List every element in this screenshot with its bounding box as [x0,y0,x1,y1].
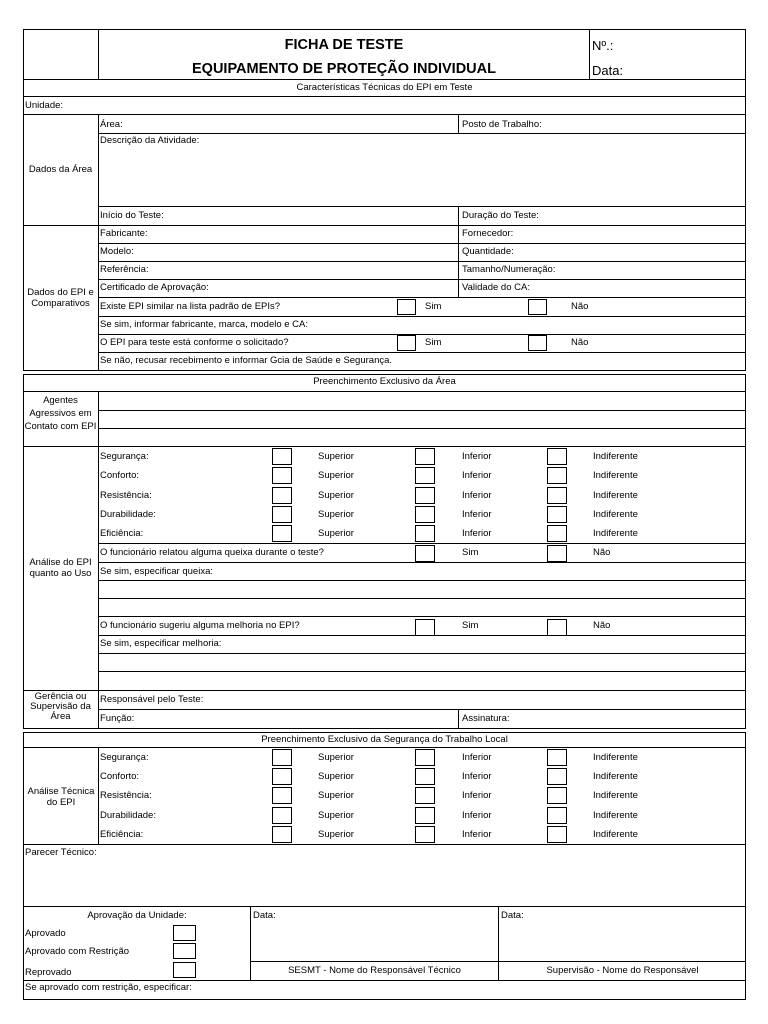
indiferente-label: Indiferente [593,752,638,763]
eficiencia-indiferente-checkbox[interactable] [547,525,567,542]
melhoria-sim-label: Sim [462,620,479,631]
superior-label: Superior [318,752,354,763]
restricao-especificar-field[interactable]: Se aprovado com restrição, especificar: [25,982,192,993]
divider [98,206,746,207]
indiferente-label: Indiferente [593,528,638,540]
existe-sim-label: Sim [425,301,442,312]
posto-field[interactable]: Posto de Trabalho: [462,119,542,130]
area-field[interactable]: Área: [100,119,123,130]
conforme-question: O EPI para teste está conforme o solicitado? [100,337,289,348]
divider [23,96,746,97]
superior-label: Superior [318,470,354,482]
conforto-superior-checkbox[interactable] [272,467,292,484]
superior-label: Superior [318,828,354,840]
divider [98,279,746,280]
durabilidade-superior-checkbox[interactable] [272,807,292,824]
divider [23,906,746,907]
durabilidade-indiferente-checkbox[interactable] [547,807,567,824]
seguranca-inferior-checkbox[interactable] [415,448,435,465]
date-field[interactable]: Data: [592,63,624,78]
divider [98,316,746,317]
divider [98,334,746,335]
divider [98,616,746,617]
indiferente-label: Indiferente [593,451,638,462]
divider [98,410,746,411]
aprovado-restricao-label: Aprovado com Restrição [25,946,130,957]
resistencia-superior-checkbox[interactable] [272,787,292,804]
tamanho-field[interactable]: Tamanho/Numeração: [462,264,556,275]
seguranca-superior-checkbox[interactable] [272,448,292,465]
supervisao-signature-label: Supervisão - Nome do Responsável [546,965,699,976]
eficiencia-indiferente-checkbox[interactable] [547,826,567,843]
existe-nao-label: Não [571,301,589,312]
form-subtitle: EQUIPAMENTO DE PROTEÇÃO INDIVIDUAL [192,61,496,77]
existe-nao-checkbox[interactable] [528,299,547,315]
superior-label: Superior [318,508,354,520]
conforme-nao-checkbox[interactable] [528,335,547,351]
area-group-label: Dados da Área [28,164,93,175]
melhoria-nao-label: Não [593,620,611,631]
durabilidade-indiferente-checkbox[interactable] [547,506,567,523]
divider [23,225,746,226]
certificado-field[interactable]: Certificado de Aprovação: [100,282,209,293]
melhoria-especificar-field[interactable]: Se sim, especificar melhoria: [100,638,222,649]
seguranca-inferior-checkbox[interactable] [415,749,435,766]
criteria-seguranca-label: Segurança: [100,752,149,763]
divider [98,133,746,134]
superior-label: Superior [318,451,354,462]
divider [98,428,746,429]
criteria-conforto-label: Conforto: [100,470,140,482]
durabilidade-inferior-checkbox[interactable] [415,807,435,824]
divider [458,206,459,225]
resistencia-inferior-checkbox[interactable] [415,487,435,504]
inferior-label: Inferior [462,508,492,520]
conforto-indiferente-checkbox[interactable] [547,768,567,785]
conforme-sim-label: Sim [425,337,442,348]
eficiencia-superior-checkbox[interactable] [272,826,292,843]
aprovado-restricao-checkbox[interactable] [173,943,196,959]
validade-field[interactable]: Validade do CA: [462,282,530,293]
criteria-conforto-label: Conforto: [100,771,140,783]
conforme-nao-label: Não [571,337,589,348]
resistencia-inferior-checkbox[interactable] [415,787,435,804]
indiferente-label: Indiferente [593,489,638,501]
superior-label: Superior [318,790,354,802]
sesmt-signature-label: SESMT - Nome do Responsável Técnico [288,965,461,976]
divider [98,261,746,262]
superior-label: Superior [318,809,354,821]
assinatura-field[interactable]: Assinatura: [462,713,510,724]
criteria-seguranca-label: Segurança: [100,451,149,462]
inferior-label: Inferior [462,489,492,501]
criteria-resistencia-label: Resistência: [100,489,152,501]
divider [458,709,459,729]
criteria-durabilidade-label: Durabilidade: [100,508,156,520]
quantidade-field[interactable]: Quantidade: [462,246,514,257]
indiferente-label: Indiferente [593,470,638,482]
aprovado-label: Aprovado [25,928,66,939]
referencia-field[interactable]: Referência: [100,264,149,275]
melhoria-question: O funcionário sugeriu alguma melhoria no EPI? [100,620,300,631]
aprovado-checkbox[interactable] [173,925,196,941]
divider [98,709,746,710]
divider [23,747,746,748]
divider [458,114,459,133]
divider [98,391,99,729]
divider [98,671,746,672]
indiferente-label: Indiferente [593,828,638,840]
divider [98,243,746,244]
divider [98,653,746,654]
existe-sim-checkbox[interactable] [397,299,416,315]
divider [98,562,746,563]
divider [23,690,746,691]
reprovado-checkbox[interactable] [173,962,196,978]
number-field[interactable]: Nº.: [592,38,614,53]
criteria-eficiencia-label: Eficiência: [100,528,144,540]
divider [98,635,746,636]
aprovacao-label: Aprovação da Unidade: [87,910,187,921]
superior-label: Superior [318,489,354,501]
duracao-field[interactable]: Duração do Teste: [462,210,539,221]
queixa-question: O funcionário relatou alguma queixa durante o teste? [100,547,324,558]
conforto-superior-checkbox[interactable] [272,768,292,785]
divider [98,747,99,844]
divider [98,580,746,581]
resistencia-superior-checkbox[interactable] [272,487,292,504]
divider [23,114,746,115]
divider [23,980,746,981]
inferior-label: Inferior [462,790,492,802]
analise-tecnica-label: Análise Técnica do EPI [27,786,95,808]
section-heading: Preenchimento Exclusivo da Segurança do Trabalho Local [261,734,508,745]
queixa-sim-checkbox[interactable] [415,545,435,562]
divider [98,598,746,599]
inferior-label: Inferior [462,752,492,763]
seguranca-superior-checkbox[interactable] [272,749,292,766]
melhoria-nao-checkbox[interactable] [547,619,567,636]
inferior-label: Inferior [462,809,492,821]
modelo-field[interactable]: Modelo: [100,246,134,257]
eficiencia-superior-checkbox[interactable] [272,525,292,542]
seguranca-indiferente-checkbox[interactable] [547,448,567,465]
conforto-inferior-checkbox[interactable] [415,467,435,484]
parecer-field[interactable]: Parecer Técnico: [25,847,97,858]
inferior-label: Inferior [462,451,492,462]
criteria-eficiencia-label: Eficiência: [100,828,144,840]
queixa-nao-checkbox[interactable] [547,545,567,562]
criteria-resistencia-label: Resistência: [100,790,152,802]
reprovado-label: Reprovado [25,967,72,978]
divider [98,543,746,544]
eficiencia-inferior-checkbox[interactable] [415,525,435,542]
epi-group-label: Dados do EPI e Comparativos [27,287,94,309]
indiferente-label: Indiferente [593,771,638,783]
descricao-field[interactable]: Descrição da Atividade: [100,135,200,146]
responsavel-field[interactable]: Responsável pelo Teste: [100,694,204,705]
date-field-1[interactable]: Data: [253,910,276,921]
gerencia-label: Gerência ou Supervisão da Área [30,691,91,722]
inferior-label: Inferior [462,528,492,540]
unidade-field[interactable]: Unidade: [25,100,64,111]
analise-uso-label: Análise do EPI quanto ao Uso [29,557,92,579]
resistencia-indiferente-checkbox[interactable] [547,487,567,504]
inferior-label: Inferior [462,470,492,482]
criteria-durabilidade-label: Durabilidade: [100,809,156,821]
divider [23,844,746,845]
fornecedor-field[interactable]: Fornecedor: [462,228,514,239]
date-field-2[interactable]: Data: [501,910,524,921]
queixa-sim-label: Sim [462,547,479,558]
existe-question: Existe EPI similar na lista padrão de EPIs? [100,301,281,312]
funcao-field[interactable]: Função: [100,713,135,724]
divider [23,391,746,392]
inicio-field[interactable]: Início do Teste: [100,210,164,221]
senao-note: Se não, recusar recebimento e informar Gcia de Saúde e Segurança. [100,355,393,366]
conforto-inferior-checkbox[interactable] [415,768,435,785]
divider [23,446,746,447]
resistencia-indiferente-checkbox[interactable] [547,787,567,804]
superior-label: Superior [318,771,354,783]
sesim-field[interactable]: Se sim, informar fabricante, marca, modelo e CA: [100,319,309,330]
inferior-label: Inferior [462,828,492,840]
form-title: FICHA DE TESTE [284,37,404,53]
conforto-indiferente-checkbox[interactable] [547,467,567,484]
fabricante-field[interactable]: Fabricante: [100,228,148,239]
indiferente-label: Indiferente [593,790,638,802]
section-heading: Características Técnicas do EPI em Teste [296,82,473,93]
divider [589,29,590,80]
conforme-sim-checkbox[interactable] [397,335,416,351]
durabilidade-inferior-checkbox[interactable] [415,506,435,523]
section-heading: Preenchimento Exclusivo da Área [313,376,456,387]
divider [98,297,746,298]
queixa-especificar-field[interactable]: Se sim, especificar queixa: [100,566,213,577]
divider [98,352,746,353]
indiferente-label: Indiferente [593,508,638,520]
divider [250,961,746,962]
superior-label: Superior [318,528,354,540]
agentes-label: Agentes Agressivos em Contato com EPI [24,395,97,432]
eficiencia-inferior-checkbox[interactable] [415,826,435,843]
seguranca-indiferente-checkbox[interactable] [547,749,567,766]
queixa-nao-label: Não [593,547,611,558]
melhoria-sim-checkbox[interactable] [415,619,435,636]
indiferente-label: Indiferente [593,809,638,821]
durabilidade-superior-checkbox[interactable] [272,506,292,523]
inferior-label: Inferior [462,771,492,783]
